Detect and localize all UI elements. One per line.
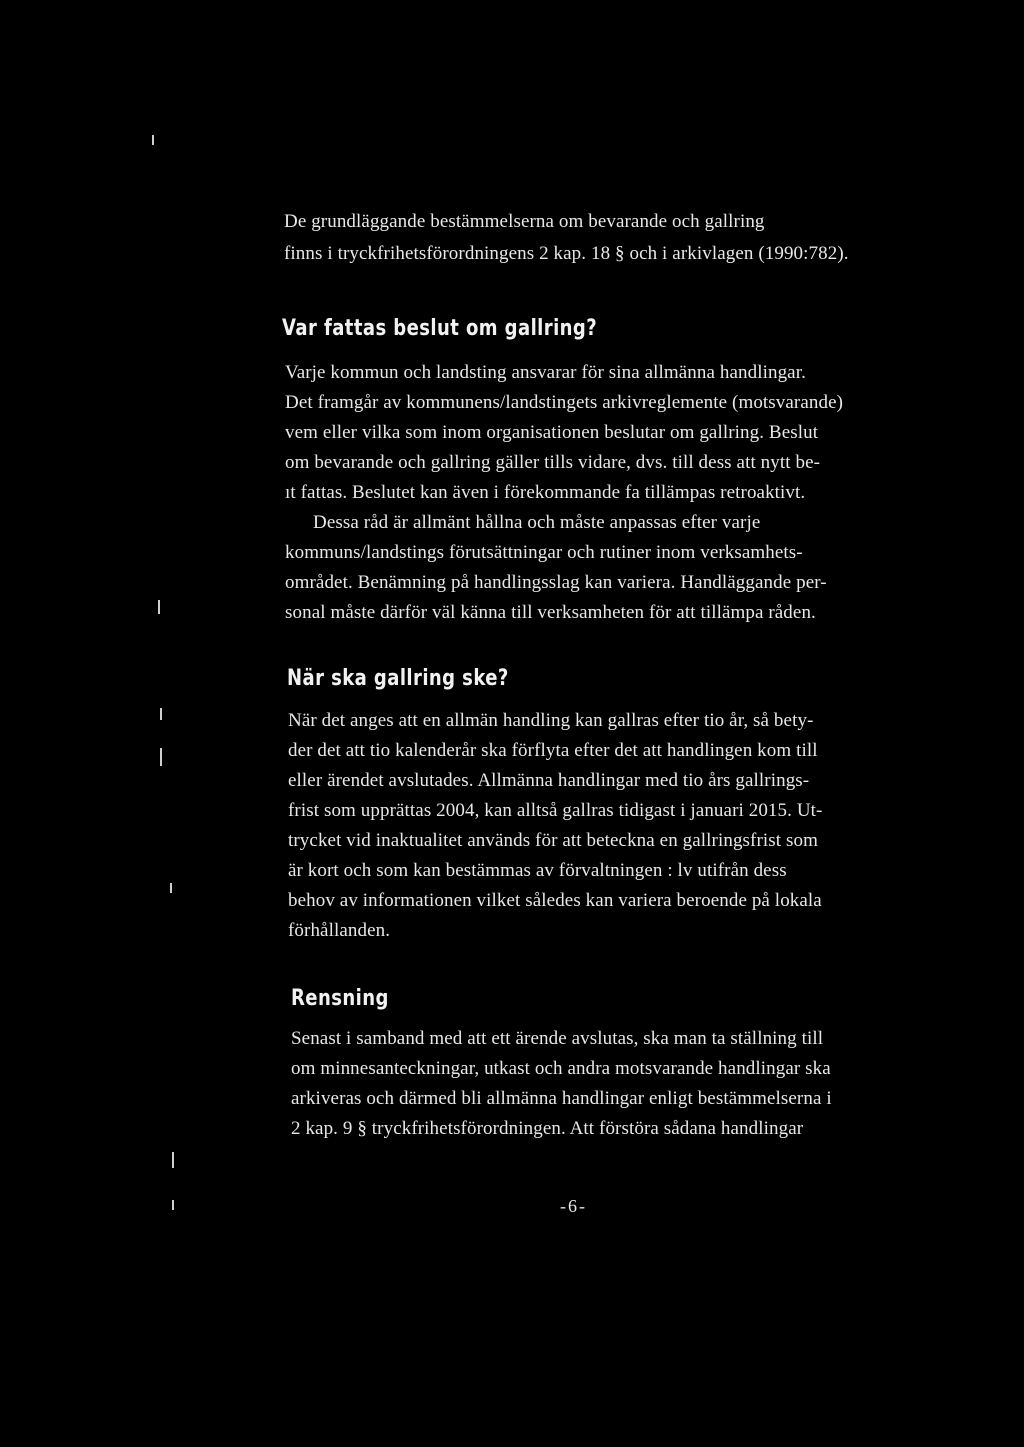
text-line: om bevarande och gallring gäller tills vidare, dvs. till dess att nytt be- (285, 452, 821, 473)
text-line: förhållanden. (288, 920, 391, 941)
text-line: När det anges att en allmän handling kan gallras efter tio år, så bety- (288, 710, 814, 731)
section-paragraph (285, 358, 843, 628)
text-line: kommuns/landstings förutsättningar och rutiner inom verksamhets- (285, 542, 803, 563)
text-line: 2 kap. 9 § tryckfrihetsförordningen. Att förstöra sådana handlingar (291, 1118, 804, 1139)
page-number: -6- (560, 1196, 587, 1216)
text-line: frist som upprättas 2004, kan alltså gallras tidigast i januari 2015. Ut- (288, 800, 823, 821)
section-paragraph (288, 706, 822, 946)
scan-speck (158, 600, 160, 614)
text-line: Varje kommun och landsting ansvarar för sina allmänna handlingar. (285, 362, 806, 383)
text-line: behov av informationen vilket således kan variera beroende på lokala (288, 890, 822, 911)
text-line: Senast i samband med att ett ärende avslutas, ska man ta ställning till (291, 1028, 824, 1049)
text-line: Det framgår av kommunens/landstingets arkivreglemente (motsvarande) (285, 392, 844, 413)
text-line: är kort och som kan bestämmas av förvaltningen : lv utifrån dess (288, 860, 787, 881)
scan-speck (160, 748, 162, 766)
text-line: finns i tryckfrihetsförordningens 2 kap. 18 § och i arkivlagen (1990:782). (284, 243, 849, 264)
text-line: arkiveras och därmed bli allmänna handlingar enligt bestämmelserna i (291, 1088, 832, 1109)
text-line: Dessa råd är allmänt hållna och måste anpassas efter varje (313, 512, 761, 533)
text-line: trycket vid inaktualitet används för att beteckna en gallringsfrist som (288, 830, 818, 851)
text-line: vem eller vilka som inom organisationen beslutar om gallring. Beslut (285, 422, 819, 443)
text-line: området. Benämning på handlingsslag kan variera. Handläggande per- (285, 572, 827, 593)
text-line: De grundläggande bestämmelserna om bevarande och gallring (284, 211, 765, 232)
scan-speck (172, 1200, 174, 1210)
section-paragraph (291, 1024, 832, 1144)
text-line: eller ärendet avslutades. Allmänna handlingar med tio års gallrings- (288, 770, 810, 791)
scan-speck (160, 708, 162, 720)
scan-speck (172, 1152, 174, 1168)
scan-speck (152, 135, 154, 145)
text-line: om minnesanteckningar, utkast och andra motsvarande handlingar ska (291, 1058, 831, 1079)
section-heading: När ska gallring ske? (287, 666, 509, 691)
text-line: der det att tio kalenderår ska förflyta efter det att handlingen kom till (288, 740, 818, 761)
text-line: ıt fattas. Beslutet kan även i förekommande fa tillämpas retroaktivt. (285, 482, 806, 503)
section-heading: Var fattas beslut om gallring? (282, 316, 598, 341)
scan-speck (170, 883, 172, 893)
intro-paragraph (284, 206, 849, 270)
section-heading: Rensning (291, 986, 389, 1011)
text-line: sonal måste därför väl känna till verksamheten för att tillämpa råden. (285, 602, 816, 623)
